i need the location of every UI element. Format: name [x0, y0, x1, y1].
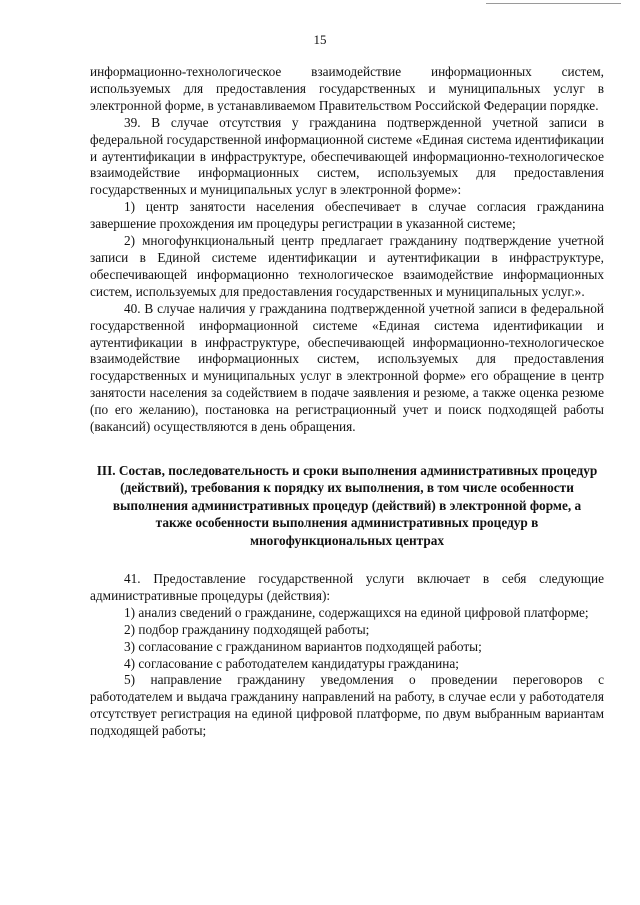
paragraph-40: 40. В случае наличия у гражданина подтвержденной учетной записи в федеральной государственной информационной системе «Единая система идентификации и аутентификации в инфраструктуре, обеспечивающей информационно-технологическое взаимодействие информационных систем, используемых для предоставления государственных и муниципальных услуг в электронной форме» его обращение в центр занятости населения за содействием в подаче заявления и резюме, а также оценка резюме (по его желанию), постановка на регистрационный учет и поиск подходящей работы (вакансий) осуществляются в день обращения.: [90, 300, 604, 435]
paragraph-41-item-4: 4) согласование с работодателем кандидатуры гражданина;: [124, 655, 459, 671]
paragraph-39-item-2: 2) многофункциональный центр предлагает гражданину подтверждение учетной записи в Единой системе идентификации и аутентификации в инфраструктуре, обеспечивающей информационно технологическое взаимодействие информационных систем, используемых для предоставления государственных и муниципальных услуг.».: [90, 233, 604, 299]
paragraph-41-item-5: 5) направление гражданину уведомления о проведении переговоров с работодателем и выдача гражданину направлений на работу, в случае если у работодателя отсутствует регистрация на единой цифровой платформе, по двум выбранным вариантам подходящей работы;: [90, 672, 604, 739]
paragraph-41-item-2: 2) подбор гражданину подходящей работы;: [124, 621, 370, 637]
paragraph-41-item-1: 1) анализ сведений о гражданине, содержащихся на единой цифровой платформе;: [124, 604, 589, 620]
paragraph-41-item-3: 3) согласование с гражданином вариантов подходящей работы;: [124, 638, 482, 654]
paragraph-39: 39. В случае отсутствия у гражданина подтвержденной учетной записи в федеральной государственной информационной системе «Единая система идентификации и аутентификации в инфраструктуре, обеспечивающей информационно-технологическое взаимодействие информационных систем, используемых для предоставления государственных и муниципальных услуг в электронной форме»:: [90, 114, 604, 198]
paragraph-41: 41. Предоставление государственной услуги включает в себя следующие административные процедуры (действия):: [90, 570, 604, 603]
paragraph-39-item-1: 1) центр занятости населения обеспечивает в случае согласия гражданина завершение прохождения им процедуры регистрации в указанной системе;: [90, 199, 604, 232]
paragraph: информационно-технологическое взаимодействие информационных систем, используемых для предоставления государственных и муниципальных услуг в электронной форме, в устанавливаемом Правительством Российской Федерации порядке.: [90, 64, 604, 113]
section-title: III. Состав, последовательность и сроки выполнения административных процедур (действий), требования к порядку их выполнения, в том числе особенности выполнения административных процедур (действий) в электронной форме, а также особенности выполнения административных процедур в многофункциональных центрах: [96, 462, 598, 548]
top-rule: [486, 3, 621, 4]
page-number: 15: [313, 32, 327, 47]
document-body: [90, 64, 604, 740]
